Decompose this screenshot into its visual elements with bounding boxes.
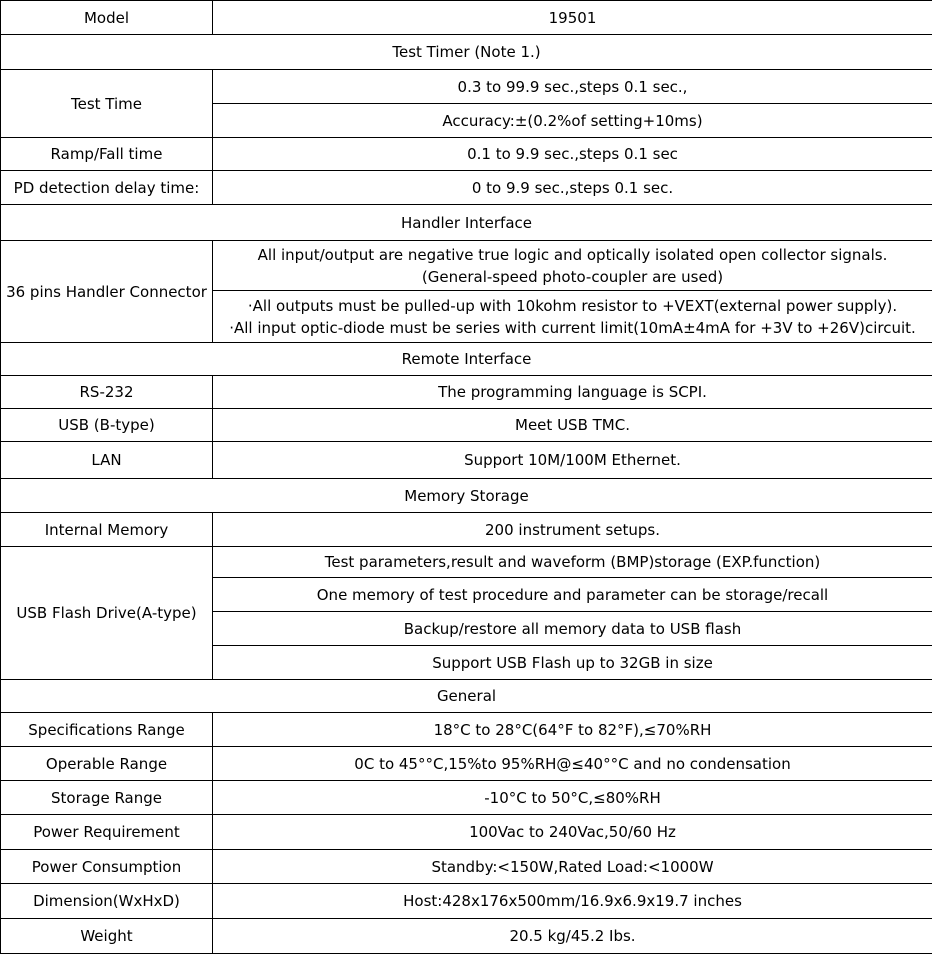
internal-memory-label: Internal Memory [1, 513, 213, 547]
lan-label: LAN [1, 442, 213, 479]
pd-value: 0 to 9.9 sec.,steps 0.1 sec. [213, 171, 932, 205]
power-requirement-label: Power Requirement [1, 815, 213, 850]
usb-flash-item: Test parameters,result and waveform (BMP)storage (EXP.function) [213, 547, 932, 578]
power-requirement-value: 100Vac to 240Vac,50/60 Hz [213, 815, 932, 850]
table-row [1, 171, 932, 205]
spec-range-value: 18°C to 28°C(64°F to 82°F),≤70%RH [213, 713, 932, 747]
spec-range-label: Specifications Range [1, 713, 213, 747]
test-time-label: Test Time [1, 70, 213, 138]
table-row [1, 1, 932, 35]
section-remote-interface: Remote Interface [1, 343, 932, 376]
lan-value: Support 10M/100M Ethernet. [213, 442, 932, 479]
usb-b-value: Meet USB TMC. [213, 409, 932, 442]
section-row [1, 205, 932, 241]
table-row [1, 442, 932, 479]
usb-flash-item: Support USB Flash up to 32GB in size [213, 646, 932, 680]
operable-range-label: Operable Range [1, 747, 213, 781]
internal-memory-value: 200 instrument setups. [213, 513, 932, 547]
table-row [1, 919, 932, 954]
weight-label: Weight [1, 919, 213, 954]
table-row [1, 815, 932, 850]
table-row [1, 138, 932, 171]
table-row [1, 713, 932, 747]
table-row [1, 884, 932, 919]
section-general: General [1, 680, 932, 713]
handler-logic-line: (General-speed photo-coupler are used) [215, 266, 930, 288]
table-row [1, 70, 932, 104]
section-row [1, 35, 932, 70]
dimension-label: Dimension(WxHxD) [1, 884, 213, 919]
section-row [1, 343, 932, 376]
table-row [1, 850, 932, 884]
operable-range-value: 0C to 45°°C,15%to 95%RH@≤40°°C and no condensation [213, 747, 932, 781]
table-row [1, 781, 932, 815]
section-memory-storage: Memory Storage [1, 479, 932, 513]
usb-flash-item: Backup/restore all memory data to USB flash [213, 612, 932, 646]
usb-b-label: USB (B-type) [1, 409, 213, 442]
storage-range-value: -10°C to 50°C,≤80%RH [213, 781, 932, 815]
table-row [1, 241, 932, 291]
power-consumption-value: Standby:<150W,Rated Load:<1000W [213, 850, 932, 884]
handler-logic-note [213, 241, 932, 291]
table-row [1, 376, 932, 409]
storage-range-label: Storage Range [1, 781, 213, 815]
handler-wiring-line: ·All outputs must be pulled-up with 10kohm resistor to +VEXT(external power supply). [215, 295, 930, 317]
usb-flash-label: USB Flash Drive(A-type) [1, 547, 213, 680]
ramp-value: 0.1 to 9.9 sec.,steps 0.1 sec [213, 138, 932, 171]
test-time-range: 0.3 to 99.9 sec.,steps 0.1 sec., [213, 70, 932, 104]
handler-wiring-line: ·All input optic-diode must be series with current limit(10mA±4mA for +3V to +26V)circuit. [215, 317, 930, 339]
rs232-value: The programming language is SCPI. [213, 376, 932, 409]
rs232-label: RS-232 [1, 376, 213, 409]
ramp-label: Ramp/Fall time [1, 138, 213, 171]
pd-label: PD detection delay time: [1, 171, 213, 205]
table-row [1, 747, 932, 781]
section-row [1, 479, 932, 513]
section-row [1, 680, 932, 713]
handler-logic-line: All input/output are negative true logic and optically isolated open collector signals. [215, 244, 930, 266]
section-handler-interface: Handler Interface [1, 205, 932, 241]
model-label: Model [1, 1, 213, 35]
power-consumption-label: Power Consumption [1, 850, 213, 884]
section-test-timer: Test Timer (Note 1.) [1, 35, 932, 70]
model-value: 19501 [213, 1, 932, 35]
dimension-value: Host:428x176x500mm/16.9x6.9x19.7 inches [213, 884, 932, 919]
weight-value: 20.5 kg/45.2 Ibs. [213, 919, 932, 954]
usb-flash-item: One memory of test procedure and parameter can be storage/recall [213, 578, 932, 612]
handler-wiring-note [213, 291, 932, 343]
handler-label: 36 pins Handler Connector [1, 241, 213, 343]
table-row [1, 513, 932, 547]
table-row [1, 547, 932, 578]
table-row [1, 409, 932, 442]
test-time-accuracy: Accuracy:±(0.2%of setting+10ms) [213, 104, 932, 138]
